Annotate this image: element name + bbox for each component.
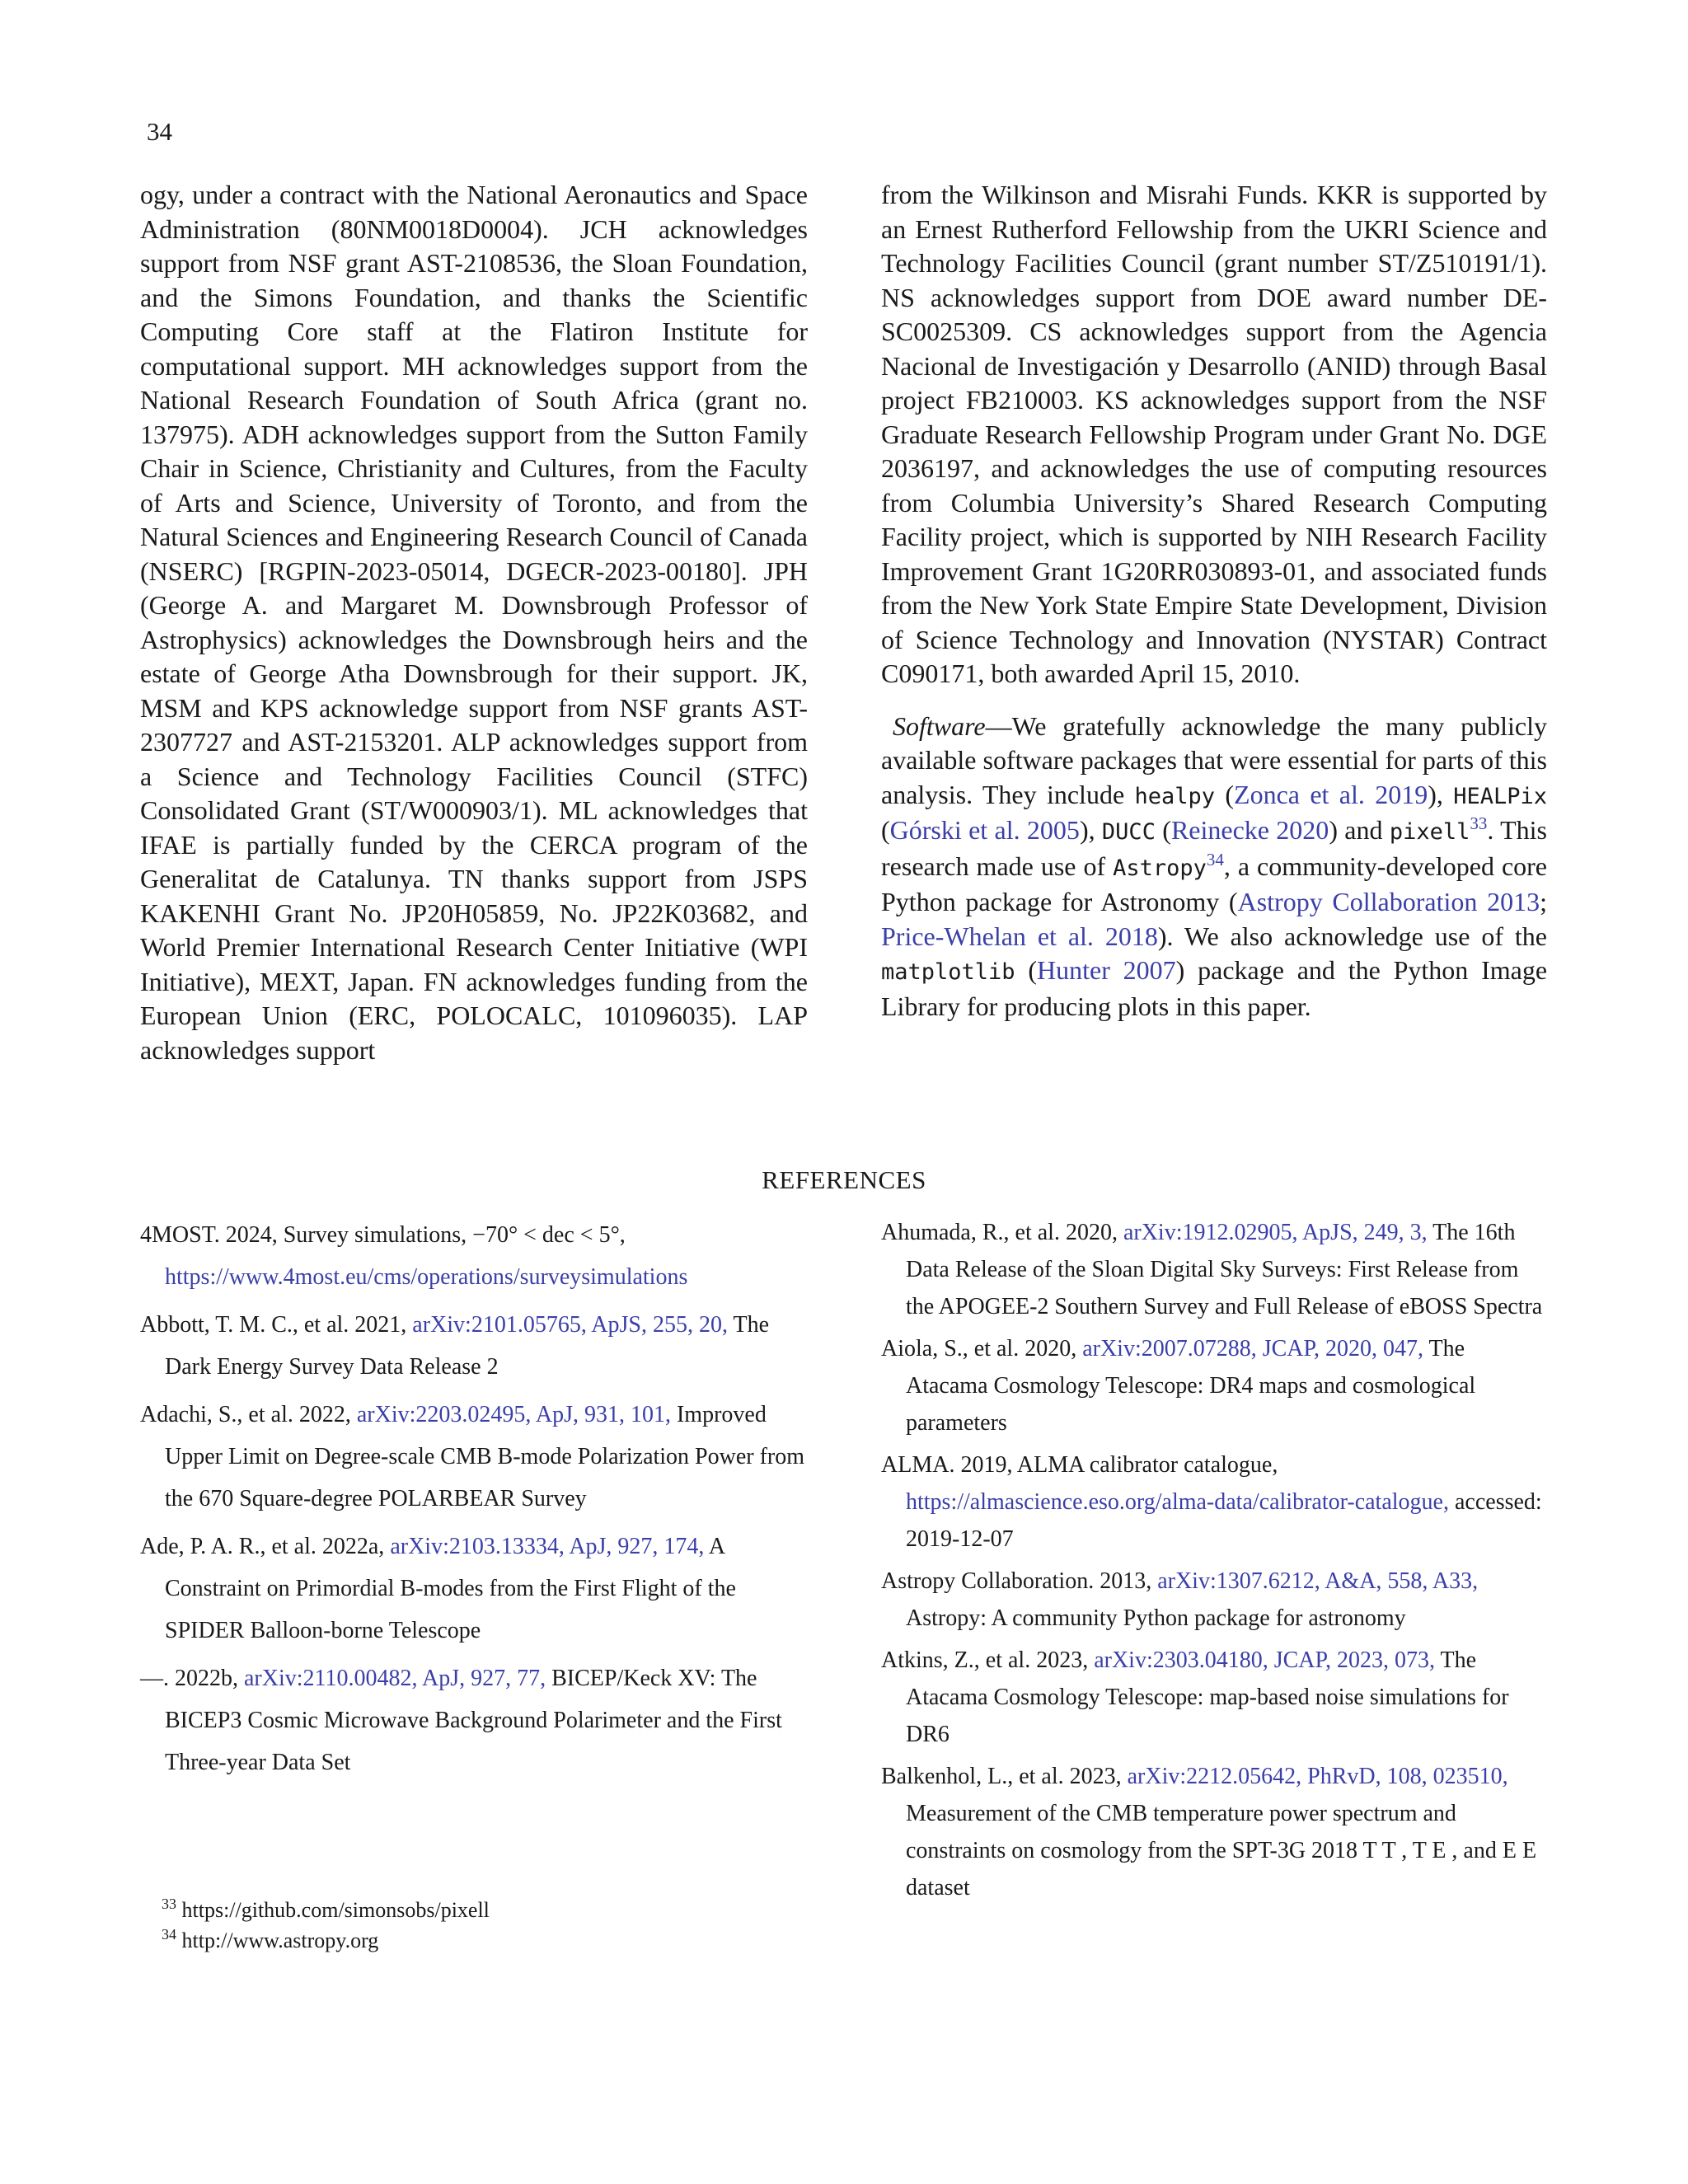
arxiv-link[interactable]: arXiv:1307.6212 [1157,1568,1315,1594]
journal-link[interactable]: ApJ, 927, 77, [421,1666,546,1691]
citation-link-hunter[interactable]: Hunter 2007 [1037,955,1176,985]
arxiv-link[interactable]: arXiv:1912.02905 [1123,1220,1292,1245]
reference-authors: Ade, P. A. R., et al. 2022a, [140,1534,391,1559]
text-run: ) package and the Python Image Library for producing plots in this paper. [881,955,1548,1021]
reference-authors: —. 2022b, [140,1666,244,1691]
journal-link[interactable]: ApJS, 255, 20, [591,1312,728,1338]
reference-authors: Balkenhol, L., et al. 2023, [881,1764,1128,1789]
reference-entry [140,1526,808,1652]
footnote-34 [162,1925,490,1956]
footnote-marker-34[interactable]: 34 [1206,849,1224,869]
reference-separator: , [580,1312,592,1338]
reference-authors: 4MOST. 2024, Survey simulations, −70° < dec < 5°, [140,1222,626,1248]
text-run: . This research made use of [881,815,1548,881]
footnote-text: https://github.com/simonsobs/pixell [176,1898,490,1922]
reference-note: accessed: 2019-12-07 [906,1489,1542,1552]
text-run: ( [1155,815,1171,845]
reference-entry [881,1758,1549,1906]
package-astropy: Astropy [1113,855,1207,881]
reference-entry [140,1214,808,1298]
reference-title: Improved Upper Limit on Degree-scale CMB B-mode Polarization Power from the 670 Square-degree POLARBEAR Survey [165,1402,805,1511]
text-run: , a community-developed core Python package for Astronomy ( [881,851,1548,916]
reference-separator: , [558,1534,570,1559]
software-paragraph [881,710,1547,1024]
journal-link[interactable]: JCAP, 2023, 073, [1273,1647,1435,1673]
url-link[interactable]: https://www.4most.eu/cms/operations/surveysimulations [165,1264,688,1290]
reference-separator: , [1296,1764,1308,1789]
arxiv-link[interactable]: arXiv:2007.07288 [1082,1336,1251,1361]
reference-title: Astropy: A community Python package for astronomy [906,1605,1406,1631]
journal-link[interactable]: ApJ, 931, 101, [535,1402,671,1427]
acknowledgments-paragraph: ogy, under a contract with the National Aeronautics and Space Administration (80NM0018D0004). JCH acknowledges support from NSF grant AST-2108536, the Sloan Foundation, and the Simons Foundation, and thanks the Scientific Computing Core staff at the Flatiron Institute for computational support. MH acknowledges support from the National Research Foundation of South Africa (grant no. 137975). ADH acknowledges support from the Sutton Family Chair in Science, Christianity and Cultures, from the Faculty of Arts and Science, University of Toronto, and from the Natural Sciences and Engineering Research Council of Canada (NSERC) [RGPIN-2023-05014, DGECR-2023-00180]. JPH (George A. and Margaret M. Downsbrough Professor of Astrophysics) acknowledges the Downsbrough heirs and the estate of George Atha Downsbrough for their support. JK, MSM and KPS acknowledge support from NSF grants AST-2307727 and AST-2153201. ALP acknowledges support from a Science and Technology Facilities Council (STFC) Consolidated Grant (ST/W000903/1). ML acknowledges that IFAE is partially funded by the CERCA program of the Generalitat de Catalunya. TN thanks support from JSPS KAKENHI Grant No. JP20H05859, No. JP22K03682, and World Premier International Research Center Initiative (WPI Initiative), MEXT, Japan. FN acknowledges funding from the European Union (ERC, POLOCALC, 101096035). LAP acknowledges support [140,180,808,1065]
text-run: ( [1015,955,1038,985]
citation-link-zonca[interactable]: Zonca et al. 2019 [1234,779,1428,809]
citation-link-reinecke[interactable]: Reinecke 2020 [1170,815,1329,845]
reference-separator: , [1292,1220,1302,1245]
references-list-left [140,1214,808,1789]
reference-entry [140,1657,808,1783]
text-run: ), [1428,779,1454,809]
package-healpix: HEALPix [1453,783,1547,809]
footnote-number: 33 [162,1896,176,1912]
arxiv-link[interactable]: arXiv:2101.05765 [412,1312,581,1338]
reference-separator: , [411,1666,422,1691]
text-run: ), [1079,815,1102,845]
reference-authors: ALMA. 2019, ALMA calibrator catalogue, [881,1452,1278,1478]
text-run: ( [1215,779,1235,809]
software-label: Software [893,710,986,741]
reference-authors: Adachi, S., et al. 2022, [140,1402,357,1427]
journal-link[interactable]: ApJ, 927, 174, [569,1534,705,1559]
citation-link-astropy-2013[interactable]: Astropy Collaboration 2013 [1237,887,1540,916]
arxiv-link[interactable]: arXiv:2103.13334 [390,1534,559,1559]
reference-title: BICEP/Keck XV: The BICEP3 Cosmic Microwave Background Polarimeter and the First Three-year Data Set [165,1666,782,1775]
text-run: ( [881,815,890,845]
arxiv-link[interactable]: arXiv:2212.05642 [1127,1764,1296,1789]
reference-separator: , [1262,1647,1274,1673]
reference-authors: Ahumada, R., et al. 2020, [881,1220,1123,1245]
references-list-right [881,1214,1549,1911]
footnote-33 [162,1895,490,1925]
reference-authors: Abbott, T. M. C., et al. 2021, [140,1312,413,1338]
package-pixell: pixell [1389,819,1470,845]
journal-link[interactable]: PhRvD, 108, 023510, [1307,1764,1508,1789]
arxiv-link[interactable]: arXiv:2110.00482 [244,1666,412,1691]
reference-separator: , [525,1402,536,1427]
reference-title: A Constraint on Primordial B-modes from the First Flight of the SPIDER Balloon-borne Telescope [165,1534,736,1643]
reference-separator: , [1314,1568,1325,1594]
reference-entry [881,1563,1549,1637]
package-healpy: healpy [1134,783,1216,809]
reference-entry [881,1330,1549,1441]
reference-separator: , [1250,1336,1263,1361]
reference-authors: Aiola, S., et al. 2020, [881,1336,1083,1361]
package-ducc: DUCC [1101,819,1156,845]
journal-link[interactable]: A&A, 558, A33, [1325,1568,1479,1594]
reference-authors: Atkins, Z., et al. 2023, [881,1647,1095,1673]
reference-entry [881,1642,1549,1753]
reference-title: The Atacama Cosmology Telescope: DR4 maps and cosmological parameters [906,1336,1476,1436]
text-run: —We gratefully acknowledge the many publicly available software packages that were essential for parts of this analysis. They include [881,710,1547,809]
text-run: ) and [1329,815,1390,845]
journal-link[interactable]: ApJS, 249, 3, [1301,1220,1428,1245]
reference-authors: Astropy Collaboration. 2013, [881,1568,1158,1594]
reference-entry [881,1214,1549,1325]
reference-entry [140,1394,808,1520]
footnotes [162,1895,490,1956]
package-matplotlib: matplotlib [881,959,1015,985]
reference-entry [881,1446,1549,1558]
reference-title: Measurement of the CMB temperature power spectrum and constraints on cosmology from the SPT-3G 2018 T T , T E , and E E dataset [906,1801,1537,1900]
footnote-text: http://www.astropy.org [176,1929,379,1952]
references-heading: REFERENCES [762,1165,926,1194]
body-column-left [140,178,808,1067]
reference-title: The Dark Energy Survey Data Release 2 [165,1312,770,1380]
url-link[interactable]: https://almascience.eso.org/alma-data/calibrator-catalogue, [906,1489,1449,1515]
reference-title: The 16th Data Release of the Sloan Digital Sky Surveys: First Release from the APOGEE-2 Southern Survey and Full Release of eBOSS Spectra [906,1220,1543,1319]
reference-title: The Atacama Cosmology Telescope: map-based noise simulations for DR6 [906,1647,1509,1747]
arxiv-link[interactable]: arXiv:2203.02495 [356,1402,526,1427]
citation-link-price-whelan[interactable]: Price-Whelan et al. 2018 [881,921,1158,951]
text-run: ; [1540,887,1548,916]
body-column-right [881,178,1547,1024]
journal-link[interactable]: JCAP, 2020, 047, [1262,1336,1423,1361]
arxiv-link[interactable]: arXiv:2303.04180 [1094,1647,1263,1673]
acknowledgments-paragraph-continued: from the Wilkinson and Misrahi Funds. KKR is supported by an Ernest Rutherford Fellowship from the UKRI Science and Technology Facilities Council (grant number ST/Z510191/1). NS acknowledges support from DOE award number DE-SC0025309. CS acknowledges support from the Agencia Nacional de Investigación y Desarrollo (ANID) through Basal project FB210003. KS acknowledges support from the NSF Graduate Research Fellowship Program under Grant No. DGE 2036197, and acknowledges the use of computing resources from Columbia University’s Shared Research Computing Facility project, which is supported by NIH Research Facility Improvement Grant 1G20RR030893-01, and associated funds from the New York State Empire State Development, Division of Science Technology and Innovation (NYSTAR) Contract C090171, both awarded April 15, 2010. [881,180,1547,688]
text-run: ). We also acknowledge use of the [1157,921,1548,951]
footnote-number: 34 [162,1926,176,1943]
footnote-marker-33[interactable]: 33 [1470,813,1488,833]
reference-entry [140,1304,808,1388]
citation-link-gorski[interactable]: Górski et al. 2005 [889,815,1080,845]
page-number: 34 [147,117,172,146]
